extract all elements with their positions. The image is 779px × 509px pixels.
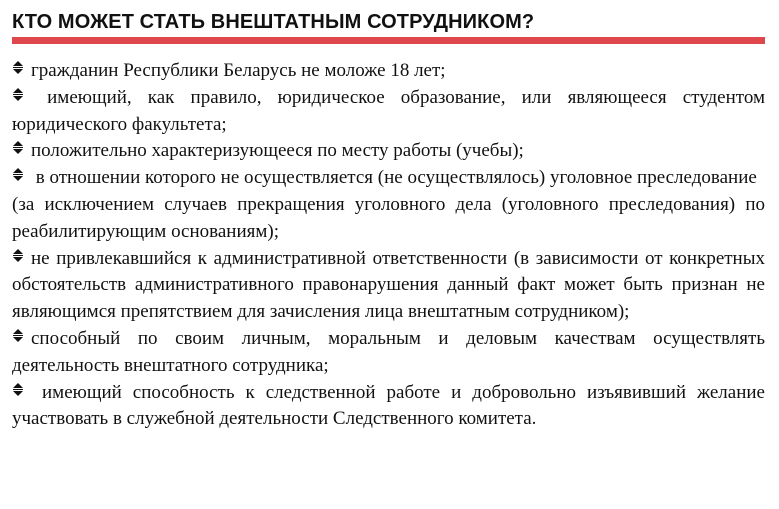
list-item-text: имеющий, как правило, юридическое образование, или являющееся студентом юридического факультета;: [12, 86, 765, 135]
list-item: [12, 138, 765, 165]
list-item-text: в отношении которого не осуществляется (не осуществлялось) уголовное преследование: [31, 167, 757, 189]
diamond-bullet-icon: [12, 88, 24, 102]
list-item: [12, 165, 765, 245]
list-item: [12, 58, 765, 85]
diamond-bullet-icon: [12, 249, 24, 263]
list-item-text: способный по своим личным, моральным и деловым качествам осуществлять деятельность внештатного сотрудника;: [12, 327, 765, 376]
list-item-text: имеющий способность к следственной работе и добровольно изъявивший желание участвовать в служебной деятельности Следственного комитета.: [12, 381, 765, 430]
list-item: [12, 380, 765, 434]
list-item: [12, 326, 765, 380]
page-title: КТО МОЖЕТ СТАТЬ ВНЕШТАТНЫМ СОТРУДНИКОМ?: [12, 11, 535, 33]
requirements-list: [12, 58, 765, 433]
list-item-text: не привлекавшийся к административной ответственности (в зависимости от конкретных обстоятельств административного правонарушения данный факт может быть признан не являющимся препятствием для зачисления лица внештатным сотрудником);: [12, 247, 765, 323]
diamond-bullet-icon: [12, 168, 24, 182]
diamond-bullet-icon: [12, 329, 24, 343]
diamond-bullet-icon: [12, 141, 24, 155]
list-item-first-para: [12, 165, 765, 192]
diamond-bullet-icon: [12, 61, 24, 75]
list-item-text: положительно характеризующееся по месту работы (учебы);: [31, 140, 524, 162]
list-item-continuation: (за исключением случаев прекращения уголовного дела (уголовного преследования) по реабилитирующим основаниям);: [12, 193, 765, 242]
list-item-text: гражданин Республики Беларусь не моложе 18 лет;: [31, 60, 446, 81]
list-item: [12, 85, 765, 139]
heading-divider: [12, 37, 765, 44]
diamond-bullet-icon: [12, 383, 24, 397]
list-item: [12, 246, 765, 326]
